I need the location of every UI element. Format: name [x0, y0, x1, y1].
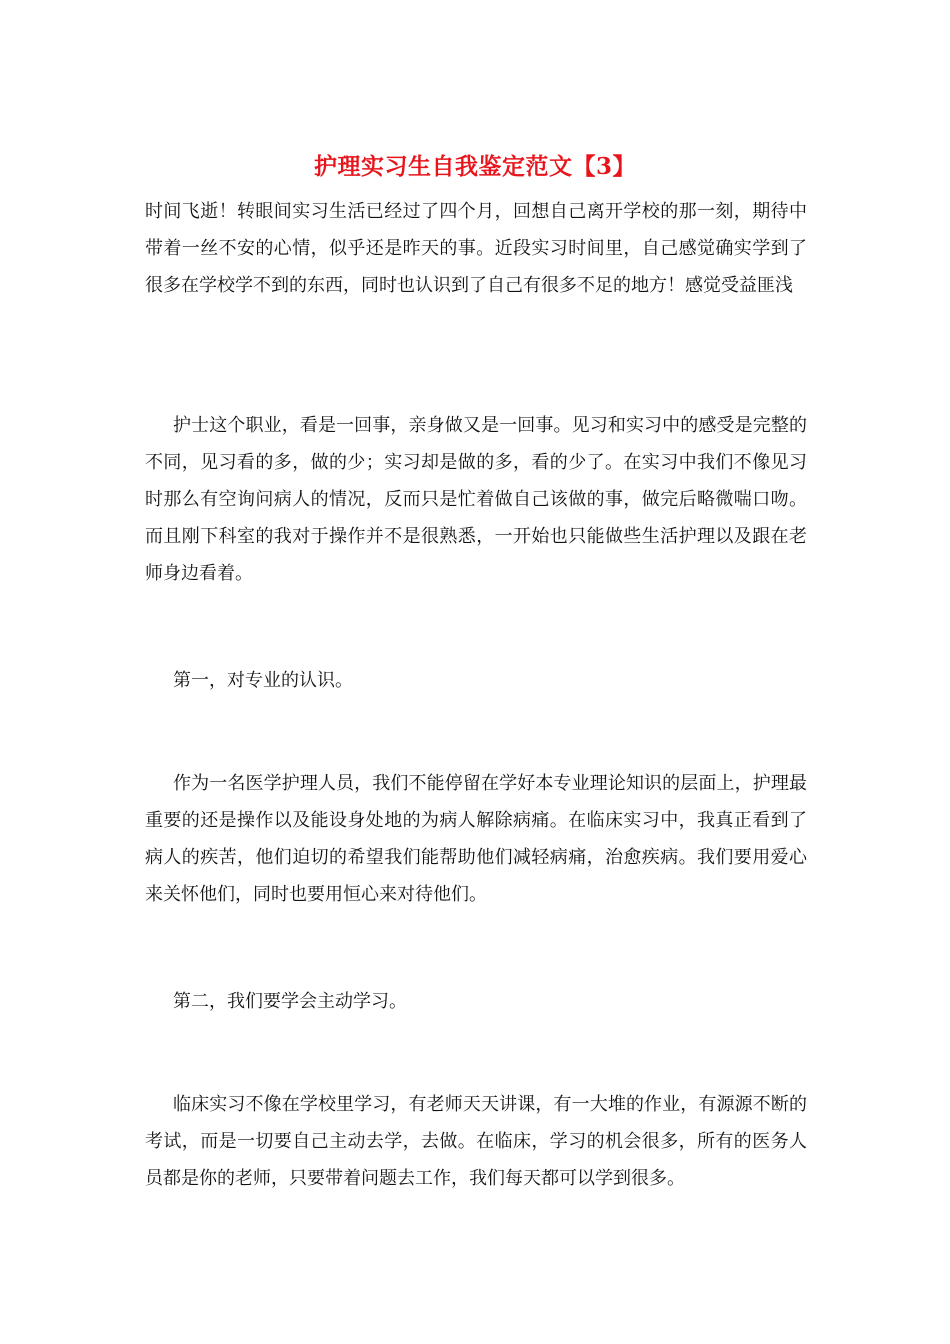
document-title: 护理实习生自我鉴定范文【3】 [313, 153, 636, 180]
paragraph-professional-understanding: 作为一名医学护理人员，我们不能停留在学好本专业理论知识的层面上，护理最重要的还是操作以及能设身处地的为病人解除病痛。在临床实习中，我真正看到了病人的疾苦，他们迫切的希望我们能帮助他们减轻病痛，治愈疾病。我们要用爱心来关怀他们，同时也要用恒心来对待他们。 [145, 773, 807, 905]
paragraph-active-learning: 临床实习不像在学校里学习，有老师天天讲课，有一大堆的作业，有源源不断的考试，而是一切要自己主动去学，去做。在临床，学习的机会很多，所有的医务人员都是你的老师，只要带着问题去工作，我们每天都可以学到很多。 [145, 1094, 807, 1189]
paragraph-intro: 时间飞逝！转眼间实习生活已经过了四个月，回想自己离开学校的那一刻，期待中带着一丝不安的心情，似乎还是昨天的事。近段实习时间里，自己感觉确实学到了很多在学校学不到的东西，同时也认识到了自己有很多不足的地方！感觉受益匪浅 [145, 201, 807, 296]
paragraph-heading-second: 第二，我们要学会主动学习。 [173, 991, 407, 1012]
paragraph-nurse-profession: 护士这个职业，看是一回事，亲身做又是一回事。见习和实习中的感受是完整的不同，见习看的多，做的少；实习却是做的多，看的少了。在实习中我们不像见习时那么有空询问病人的情况，反而只是忙着做自己该做的事，做完后略微喘口吻。而且刚下科室的我对于操作并不是很熟悉，一开始也只能做些生活护理以及跟在老师身边看着。 [145, 415, 807, 584]
paragraph-heading-first: 第一，对专业的认识。 [173, 670, 353, 691]
